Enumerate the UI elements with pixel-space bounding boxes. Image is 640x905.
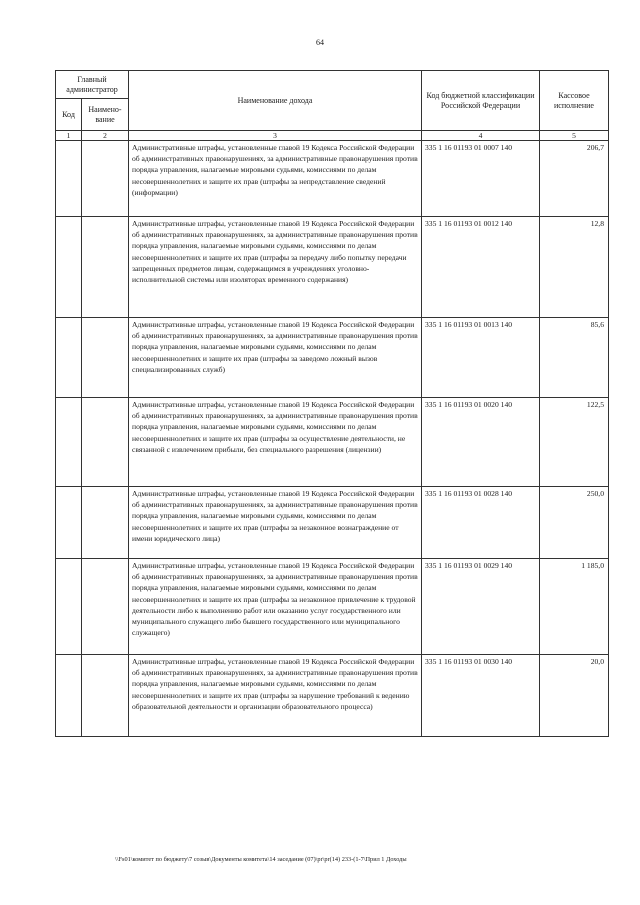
header-name: Наимено-вание	[82, 99, 129, 131]
income-description: Административные штрафы, установленные главой 19 Кодекса Российской Федерации об административных правонарушениях, за административные правонарушения против порядка управления, налагаемые мировыми судьями, комиссиями по делам несовершеннолетних и защите их прав (штрафы за незаконное привлечение к трудовой деятельности либо к выполнению работ или оказанию услуг государственного или муниципального служащего либо бывшего государственного или муниципального служащего)	[129, 559, 422, 655]
column-number: 3	[129, 131, 422, 141]
cash-amount: 85,6	[540, 318, 609, 398]
admin-code-cell	[56, 141, 82, 217]
income-table	[55, 70, 609, 737]
table-row	[56, 318, 609, 398]
cash-amount: 20,0	[540, 655, 609, 737]
footer-file-path: \\Fs01\комитет по бюджету\7 созыв\Документы комитета\14 заседание (07)\pr\pr(14) 233-(1-7\Прил 1 Доходы	[115, 856, 407, 863]
column-number: 5	[540, 131, 609, 141]
budget-code: 335 1 16 01193 01 0013 140	[422, 318, 540, 398]
income-description: Административные штрафы, установленные главой 19 Кодекса Российской Федерации об административных правонарушениях, за административные правонарушения против порядка управления, налагаемые мировыми судьями, комиссиями по делам несовершеннолетних и защите их прав (штрафы за заведомо ложный вызов специализированных служб)	[129, 318, 422, 398]
admin-name-cell	[82, 217, 129, 318]
budget-code: 335 1 16 01193 01 0020 140	[422, 398, 540, 487]
table-row	[56, 655, 609, 737]
header-cash-execution: Кассовое исполнение	[540, 71, 609, 131]
admin-name-cell	[82, 655, 129, 737]
budget-code: 335 1 16 01193 01 0028 140	[422, 487, 540, 559]
admin-code-cell	[56, 398, 82, 487]
income-description: Административные штрафы, установленные главой 19 Кодекса Российской Федерации об административных правонарушениях, за административные правонарушения против порядка управления, налагаемые мировыми судьями, комиссиями по делам несовершеннолетних и защите их прав (штрафы за незаконное вознаграждение от имени юридического лица)	[129, 487, 422, 559]
budget-code: 335 1 16 01193 01 0007 140	[422, 141, 540, 217]
column-number: 2	[82, 131, 129, 141]
column-number: 4	[422, 131, 540, 141]
admin-code-cell	[56, 318, 82, 398]
table-row	[56, 141, 609, 217]
header-income-name: Наименование дохода	[129, 71, 422, 131]
admin-name-cell	[82, 318, 129, 398]
admin-name-cell	[82, 559, 129, 655]
cash-amount: 12,8	[540, 217, 609, 318]
budget-code: 335 1 16 01193 01 0030 140	[422, 655, 540, 737]
admin-code-cell	[56, 487, 82, 559]
table-row	[56, 217, 609, 318]
table-row	[56, 398, 609, 487]
header-code: Код	[56, 99, 82, 131]
income-description: Административные штрафы, установленные главой 19 Кодекса Российской Федерации об административных правонарушениях, за административные правонарушения против порядка управления, налагаемые мировыми судьями, комиссиями по делам несовершеннолетних и защите их прав (штрафы за нарушение требований к ведению образовательной деятельности и организации образовательного процесса)	[129, 655, 422, 737]
admin-code-cell	[56, 559, 82, 655]
table-row	[56, 487, 609, 559]
budget-code: 335 1 16 01193 01 0029 140	[422, 559, 540, 655]
budget-code: 335 1 16 01193 01 0012 140	[422, 217, 540, 318]
cash-amount: 206,7	[540, 141, 609, 217]
column-number: 1	[56, 131, 82, 141]
admin-name-cell	[82, 398, 129, 487]
column-number-row	[56, 131, 609, 141]
header-chief-administrator: Главный администратор	[56, 71, 129, 99]
admin-name-cell	[82, 141, 129, 217]
admin-code-cell	[56, 655, 82, 737]
header-budget-classification-code: Код бюджетной классификации Российской Федерации	[422, 71, 540, 131]
income-description: Административные штрафы, установленные главой 19 Кодекса Российской Федерации об административных правонарушениях, за административные правонарушения против порядка управления, налагаемые мировыми судьями, комиссиями по делам несовершеннолетних и защите их прав (штрафы за передачу либо попытку передачи запрещенных предметов лицам, содержащимся в учреждениях уголовно-исполнительной системы или изоляторах временного содержания)	[129, 217, 422, 318]
page-number: 64	[316, 38, 324, 47]
admin-code-cell	[56, 217, 82, 318]
income-description: Административные штрафы, установленные главой 19 Кодекса Российской Федерации об административных правонарушениях, за административные правонарушения против порядка управления, налагаемые мировыми судьями, комиссиями по делам несовершеннолетних и защите их прав (штрафы за осуществление деятельности, не связанной с извлечением прибыли, без специального разрешения (лицензии)	[129, 398, 422, 487]
admin-name-cell	[82, 487, 129, 559]
cash-amount: 122,5	[540, 398, 609, 487]
table-row	[56, 559, 609, 655]
cash-amount: 250,0	[540, 487, 609, 559]
income-description: Административные штрафы, установленные главой 19 Кодекса Российской Федерации об административных правонарушениях, за административные правонарушения против порядка управления, налагаемые мировыми судьями, комиссиями по делам несовершеннолетних и защите их прав (штрафы за непредставление сведений (информации)	[129, 141, 422, 217]
cash-amount: 1 185,0	[540, 559, 609, 655]
